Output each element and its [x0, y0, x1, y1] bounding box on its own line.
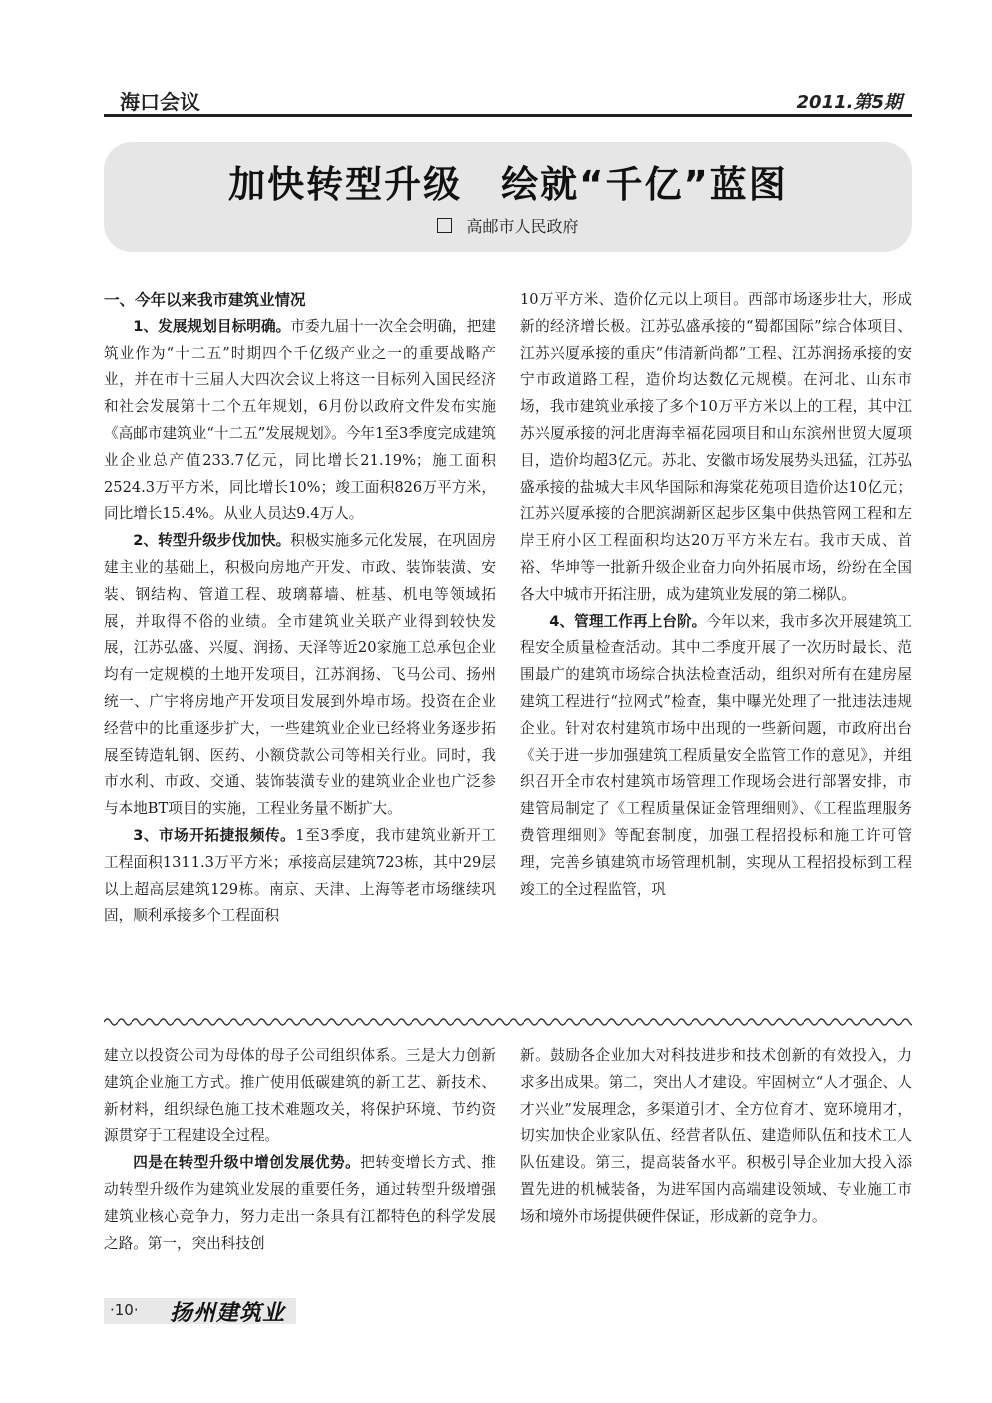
paragraph-lead: 四是在转型升级中增创发展优势。 — [133, 1154, 361, 1172]
paragraph — [104, 823, 496, 930]
paragraph-lead: 1、发展规划目标明确。 — [133, 317, 291, 335]
paragraph — [104, 1043, 496, 1150]
paragraph-body: 建立以投资公司为母体的母子公司组织体系。三是大力创新建筑企业施工方式。推广使用低碳建筑的新工艺、新技术、新材料，组织绿色施工技术难题攻关，将保护环境、节约资源贯穿于工程建设全过程。 — [104, 1047, 496, 1145]
author-name: 高邮市人民政府 — [466, 217, 579, 236]
paragraph-body: 1至3季度，我市建筑业新开工工程面积1311.3万平方米；承接高层建筑723栋，其中29层以上超高层建筑129栋。南京、天津、上海等老市场继续巩固，顺利承接多个工程面积 — [104, 826, 496, 925]
paragraph — [520, 287, 912, 609]
paragraph-lead: 3、市场开拓捷报频传。 — [133, 826, 296, 844]
page-header — [104, 84, 912, 117]
paragraph-body: 积极实施多元化发展，在巩固房建主业的基础上，积极向房地产开发、市政、装饰装潢、安装、钢结构、管道工程、玻璃幕墙、桩基、机电等领域拓展，并取得不俗的业绩。全市建筑业关联产业得到较快发展，江苏弘盛、兴厦、润扬、天泽等近20家施工总承包企业均有一定规模的土地开发项目，江苏润扬、飞马公司、扬州统一、广宇将房地产开发项目发展到外埠市场。投资在企业经营中的比重逐步扩大，一些建筑业企业已经将业务逐步拓展至铸造轧钢、医药、小额贷款公司等相关行业。同时，我市水利、市政、交通、装饰装潢专业的建筑业企业也广泛参与本地BT项目的实施，工程业务量不断扩大。 — [104, 532, 496, 818]
section-heading: 一、今年以来我市建筑业情况 — [104, 291, 306, 309]
paragraph-body: 把转变增长方式、推动转型升级作为建筑业发展的重要任务，通过转型升级增强建筑业核心竞争力，努力走出一条具有江都特色的科学发展之路。第一，突出科技创 — [104, 1154, 496, 1252]
paragraph — [104, 1150, 496, 1257]
issue-number: 2011.第5期 — [796, 92, 902, 113]
paragraph — [104, 528, 496, 823]
column-2 — [520, 287, 912, 903]
paragraph-body: 新。鼓励各企业加大对科技进步和技术创新的有效投入，力求多出成果。第二，突出人才建设。牢固树立“人才强企、人才兴业”发展理念，多渠道引才、全方位育才、宽环境用才，切实加快企业家队伍、经营者队伍、建造师队伍和技术工人队伍建设。第三，提高装备水平。积极引导企业加大投入添置先进的机械装备，为进军国内高端建设领域、专业施工市场和境外市场提供硬件保证，形成新的竞争力。 — [520, 1047, 912, 1225]
wave-divider — [104, 1016, 912, 1026]
paragraph-body: 10万平方米、造价亿元以上项目。西部市场逐步壮大，形成新的经济增长极。江苏弘盛承接的“蜀都国际”综合体项目、江苏兴厦承接的重庆“伟清新尚都”工程、江苏润扬承接的安宁市政道路工程，造价均达数亿元规模。在河北、山东市场，我市建筑业承接了多个10万平方米以上的工程，其中江苏兴厦承接的河北唐海幸福花园项目和山东滨州世贸大厦项目，造价均超3亿元。苏北、安徽市场发展势头迅猛，江苏弘盛承接的盐城大丰风华国际和海棠花苑项目造价达10亿元；江苏兴厦承接的合肥滨湖新区起步区集中供热管网工程和左岸王府小区工程面积均达20万平方米左右。我市天成、首裕、华坤等一批新升级企业奋力向外拓展市场，纷纷在全国各大中城市开拓注册，成为建筑业发展的第二梯队。 — [520, 291, 912, 603]
paragraph-lead: 4、管理工作再上台阶。 — [549, 612, 707, 630]
byline — [104, 214, 912, 237]
paragraph-body: 市委九届十一次全会明确，把建筑业作为“十二五”时期四个千亿级产业之一的重要战略产业，并在市十三届人大四次会议上将这一目标列入国民经济和社会发展第十二个五年规划，6月份以政府文件发布实施《高邮市建筑业“十二五”发展规划》。今年1至3季度完成建筑业企业总产值233.7亿元，同比增长21.19%；施工面积2524.3万平方米，同比增长10%；竣工面积826万平方米，同比增长15.4%。从业人员达9.4万人。 — [104, 317, 496, 523]
paragraph — [520, 609, 912, 904]
paragraph-body: 今年以来，我市多次开展建筑工程安全质量检查活动。其中二季度开展了一次历时最长、范围最广的建筑市场综合执法检查活动，组织对所有在建房屋建筑工程进行“拉网式”检查，集中曝光处理了一批违法违规企业。针对农村建筑市场中出现的一些新问题，市政府出台《关于进一步加强建筑工程质量安全监管工作的意见》，并组织召开全市农村建筑市场管理工作现场会进行部署安排，市建管局制定了《工程质量保证金管理细则》、《工程监理服务费管理细则》等配套制度，加强工程招投标和施工许可管理，完善乡镇建筑市场管理机制，实现从工程招投标到工程竣工的全过程监管，巩 — [520, 612, 912, 898]
square-bullet-icon — [437, 218, 452, 233]
column-1 — [104, 287, 496, 930]
page-footer — [104, 1298, 296, 1324]
paragraph — [104, 314, 496, 528]
paragraph — [520, 1043, 912, 1231]
page-number: ·10· — [110, 1301, 139, 1319]
title-banner — [104, 142, 912, 252]
paragraph-lead: 2、转型升级步伐加快。 — [133, 532, 291, 550]
column-4 — [520, 1043, 912, 1231]
section-name: 海口会议 — [120, 90, 200, 114]
column-3 — [104, 1043, 496, 1257]
article-title: 加快转型升级 绘就“千亿”蓝图 — [228, 163, 788, 206]
magazine-logo: 扬州建筑业 — [170, 1300, 286, 1326]
